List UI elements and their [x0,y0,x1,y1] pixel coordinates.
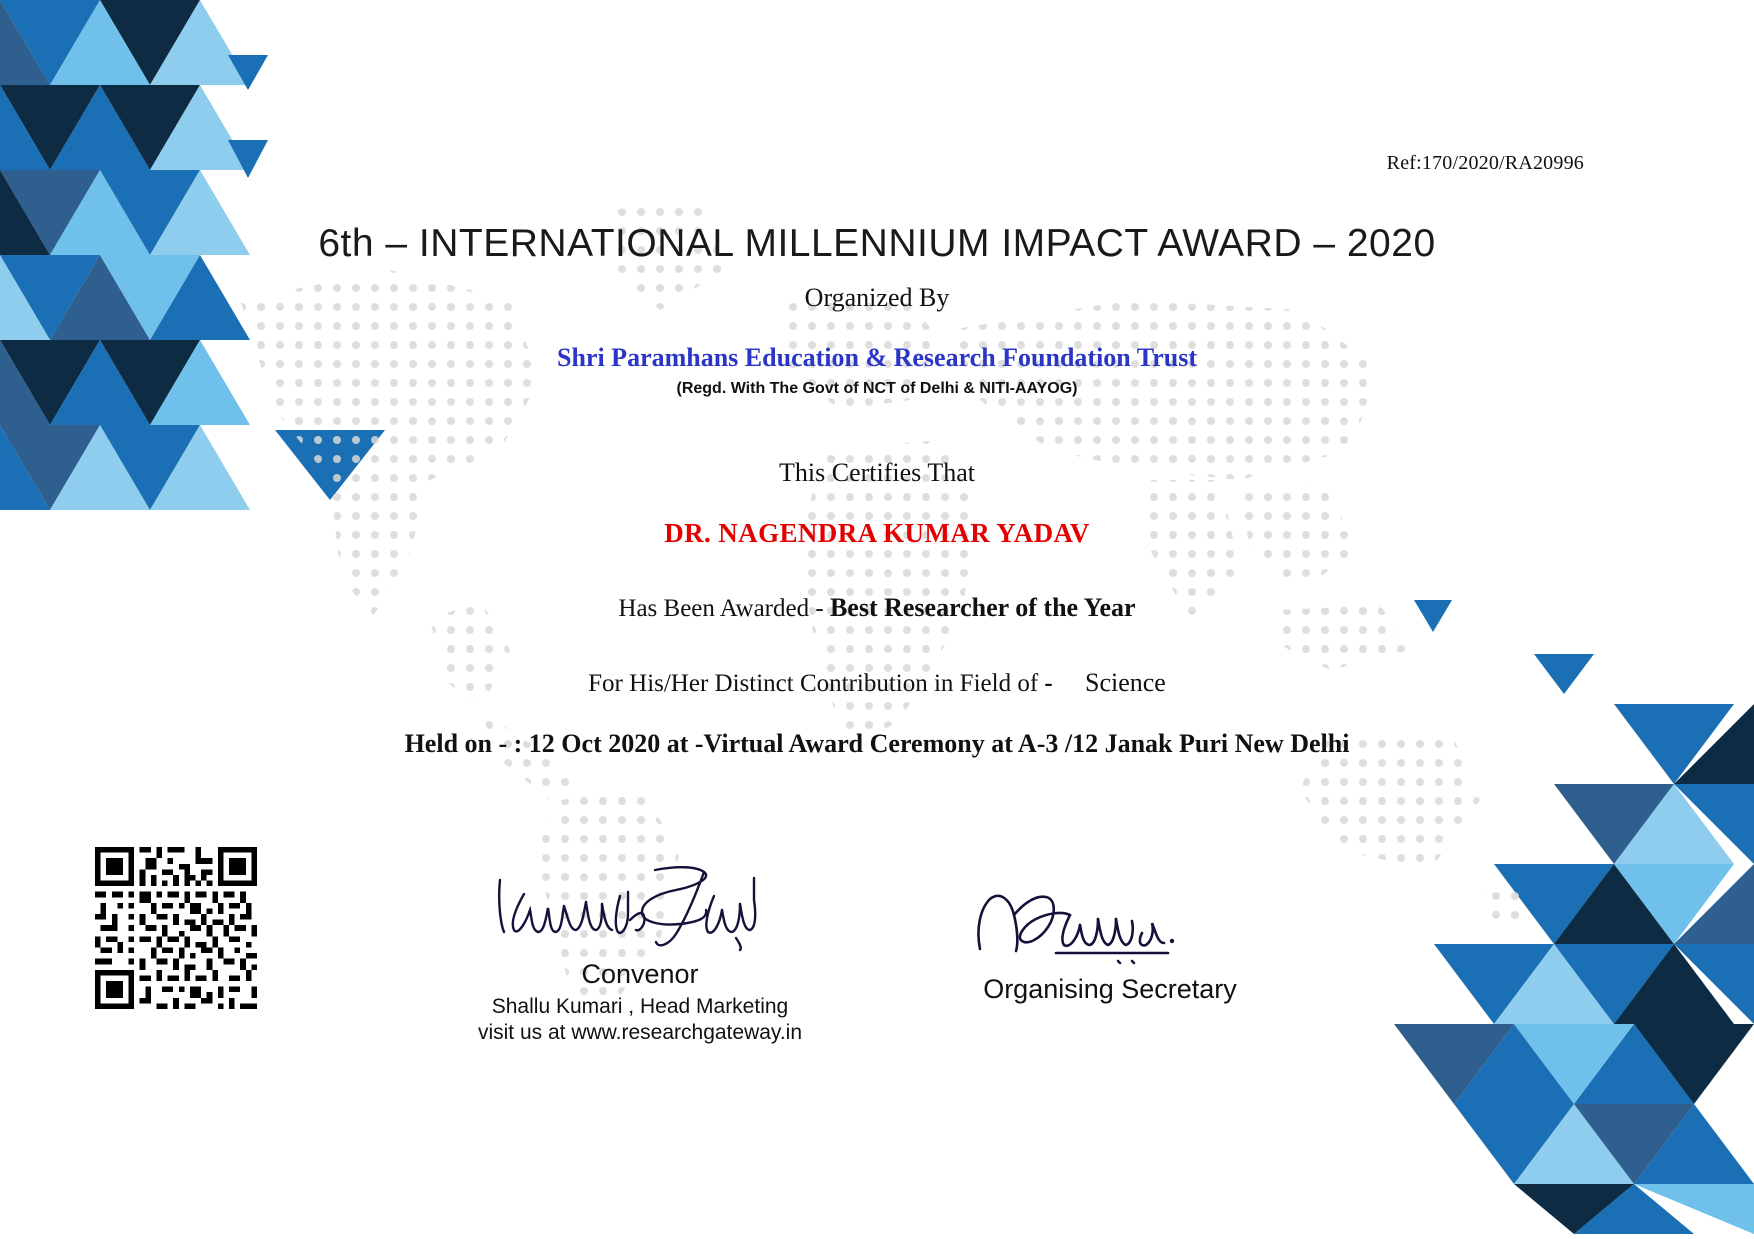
field-value: Science [1084,668,1166,697]
signature-secretary-image [960,875,1260,967]
recipient-name: DR. NAGENDRA KUMAR YADAV [664,518,1090,548]
signature-role-convenor: Convenor [581,959,699,989]
awarded-prefix: Has Been Awarded - [618,595,824,622]
field-prefix: For His/Her Distinct Contribution in Field of [588,670,1039,697]
organization-registration: (Regd. With The Govt of NCT of Delhi & NITI-AAYOG) [676,380,1078,397]
signature-block-convenor [440,860,840,1047]
award-title: Best Researcher of the Year [829,593,1136,622]
held-on-line: Held on - : 12 Oct 2020 at -Virtual Award Ceremony at A-3 /12 Janak Puri New Delhi [404,729,1350,758]
organization-name: Shri Paramhans Education & Research Foundation Trust [557,343,1197,372]
reference-number: Ref:170/2020/RA20996 [1386,152,1584,174]
signature-convenor-image [490,860,790,952]
field-dash: - [1044,670,1053,697]
page-title: 6th – INTERNATIONAL MILLENNIUM IMPACT AWARD – 2020 [318,222,1436,265]
certifies-label: This Certifies That [779,458,975,487]
qr-code[interactable] [95,847,257,1009]
organized-by-label: Organized By [804,283,950,312]
field-line [0,668,1754,698]
signature-name-convenor: Shallu Kumari , Head Marketing [491,995,789,1018]
signature-visit-line: visit us at www.researchgateway.in [477,1021,803,1045]
signature-role-secretary: Organising Secretary [983,974,1237,1004]
signature-block-secretary [900,875,1320,1005]
world-map-dot-background [180,150,1540,1030]
award-line [0,593,1754,623]
